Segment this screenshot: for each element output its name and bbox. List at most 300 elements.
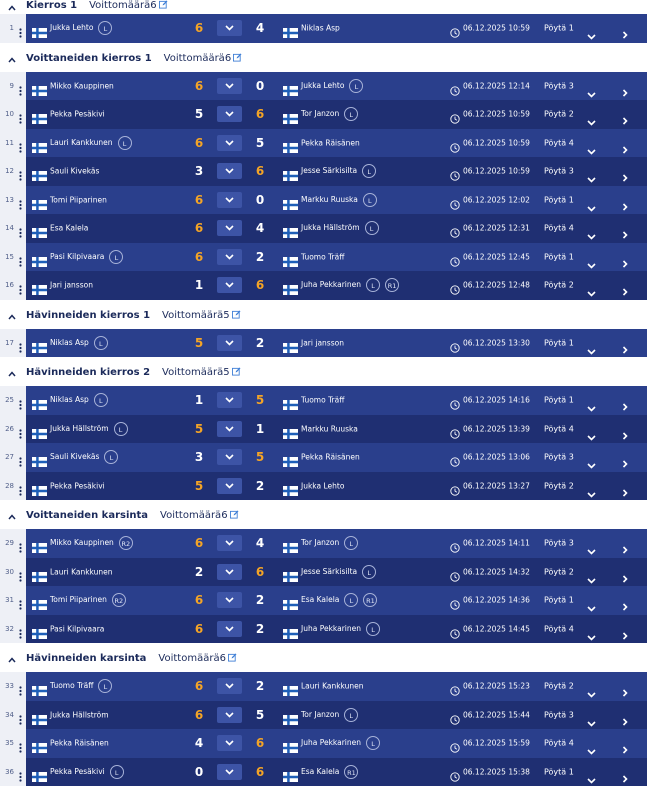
player2-name: Tuomo Träff: [301, 252, 345, 262]
table-select[interactable]: Pöytä 1: [544, 338, 574, 348]
finland-flag-icon: [283, 195, 298, 205]
player1[interactable]: [50, 110, 105, 119]
table-select[interactable]: Pöytä 3: [544, 166, 574, 176]
player-badge: L: [365, 221, 379, 235]
match-row[interactable]: [0, 186, 647, 215]
chevron-down-icon[interactable]: [587, 140, 596, 159]
match-time: 06.12.2025 12:45: [463, 252, 530, 262]
player2[interactable]: [301, 24, 340, 33]
player2-score: 2: [255, 478, 265, 493]
player1-name: Tomi Piiparinen: [50, 595, 107, 605]
player1[interactable]: [50, 136, 132, 150]
drag-handle-icon[interactable]: [19, 395, 22, 405]
player1[interactable]: [50, 21, 112, 35]
drag-handle-icon[interactable]: [19, 223, 22, 233]
match-number-cell: [0, 672, 26, 701]
chevron-down-icon[interactable]: [587, 282, 596, 301]
player1-name: Mikko Kauppinen: [50, 538, 114, 548]
chevron-up-icon[interactable]: [8, 512, 16, 520]
table-select[interactable]: Pöytä 1: [544, 23, 574, 33]
player1[interactable]: [50, 481, 105, 490]
player1-name: Pekka Räisänen: [50, 738, 109, 748]
finland-flag-icon: [32, 166, 47, 176]
clock-icon: [450, 424, 460, 434]
chevron-down-icon[interactable]: [587, 111, 596, 130]
player1[interactable]: [50, 679, 112, 693]
chevron-down-icon[interactable]: [587, 340, 596, 359]
player1[interactable]: [50, 167, 99, 176]
player2-name: Jari jansson: [301, 338, 344, 348]
player1-score: 6: [194, 221, 204, 236]
chevron-up-icon[interactable]: [8, 369, 16, 377]
match-number-cell: [0, 529, 26, 558]
player-badge: L: [98, 679, 112, 693]
drag-handle-icon[interactable]: [19, 681, 22, 691]
player1[interactable]: [50, 250, 123, 264]
drag-handle-icon[interactable]: [19, 567, 22, 577]
match-time: 06.12.2025 14:45: [463, 624, 530, 634]
player2[interactable]: [301, 765, 358, 779]
expand-match-button[interactable]: [217, 764, 242, 780]
chevron-right-icon[interactable]: [622, 739, 628, 758]
chevron-down-icon[interactable]: [587, 168, 596, 187]
player2[interactable]: [301, 79, 363, 93]
chevron-up-icon[interactable]: [8, 55, 16, 63]
match-number: 27: [5, 453, 14, 462]
table-select[interactable]: Pöytä 2: [544, 109, 574, 119]
chevron-down-icon[interactable]: [587, 597, 596, 616]
chevron-down-icon[interactable]: [587, 25, 596, 44]
table-select[interactable]: Pöytä 2: [544, 481, 574, 491]
player1-name: Mikko Kauppinen: [50, 81, 114, 91]
match-row[interactable]: [0, 758, 647, 787]
player1[interactable]: [50, 336, 108, 350]
chevron-down-icon[interactable]: [587, 712, 596, 731]
player2-name: Tor Janzon: [301, 709, 340, 719]
section-title: [26, 53, 242, 64]
expand-match-button[interactable]: [217, 421, 242, 437]
chevron-right-icon[interactable]: [622, 539, 628, 558]
expand-match-button[interactable]: [217, 735, 242, 751]
table-select[interactable]: Pöytä 3: [544, 538, 574, 548]
player1[interactable]: [50, 593, 126, 607]
match-number-cell: [0, 214, 26, 243]
player1-score: 0: [194, 764, 204, 779]
expand-match-button[interactable]: [217, 192, 242, 208]
section-header: [0, 357, 647, 386]
table-select[interactable]: Pöytä 4: [544, 138, 574, 148]
drag-handle-icon[interactable]: [19, 710, 22, 720]
player1-score: 6: [194, 593, 204, 608]
chevron-right-icon[interactable]: [622, 568, 628, 587]
edit-icon[interactable]: [232, 367, 241, 376]
expand-match-button[interactable]: [217, 163, 242, 179]
player2-score: 2: [255, 249, 265, 264]
player2-name: Esa Kalela: [301, 595, 340, 605]
chevron-right-icon[interactable]: [622, 224, 628, 243]
drag-handle-icon[interactable]: [19, 424, 22, 434]
drag-handle-icon[interactable]: [19, 252, 22, 262]
match-row[interactable]: [0, 529, 647, 558]
drag-handle-icon[interactable]: [19, 138, 22, 148]
player2[interactable]: [301, 252, 344, 261]
player2[interactable]: [301, 396, 344, 405]
chevron-right-icon[interactable]: [622, 167, 628, 186]
match-time: 06.12.2025 12:31: [463, 223, 530, 233]
player2-name: Jukka Lehto: [301, 481, 345, 491]
match-number: 11: [5, 138, 14, 147]
clock-icon: [450, 567, 460, 577]
table-select[interactable]: Pöytä 4: [544, 738, 574, 748]
drag-handle-icon[interactable]: [19, 195, 22, 205]
chevron-right-icon[interactable]: [622, 396, 628, 415]
expand-match-button[interactable]: [217, 678, 242, 694]
match-row[interactable]: [0, 329, 647, 358]
match-row[interactable]: [0, 472, 647, 501]
player1[interactable]: [50, 450, 118, 464]
finland-flag-icon: [32, 395, 47, 405]
chevron-right-icon[interactable]: [622, 711, 628, 730]
table-select[interactable]: Pöytä 4: [544, 624, 574, 634]
drag-handle-icon[interactable]: [19, 481, 22, 491]
player2-score: 0: [255, 192, 265, 207]
section-header: [0, 500, 647, 529]
player1-score: 5: [194, 478, 204, 493]
player1[interactable]: [50, 422, 128, 436]
player2-score: 2: [255, 335, 265, 350]
player1[interactable]: [50, 739, 109, 748]
drag-handle-icon[interactable]: [19, 767, 22, 777]
match-row[interactable]: [0, 386, 647, 415]
match-time: 06.12.2025 14:16: [463, 395, 530, 405]
match-row[interactable]: [0, 243, 647, 272]
match-time: 06.12.2025 12:02: [463, 195, 530, 205]
edit-icon[interactable]: [233, 53, 242, 62]
clock-icon: [450, 452, 460, 462]
player2[interactable]: [301, 278, 399, 292]
edit-icon[interactable]: [232, 310, 241, 319]
player-badge: L: [366, 622, 380, 636]
win-count-label: Voittomäärä6: [163, 52, 232, 64]
player1-name: Jukka Hällström: [50, 710, 109, 720]
clock-icon: [450, 81, 460, 91]
player-badge: L: [98, 21, 112, 35]
player1-name: Sauli Kivekäs: [50, 166, 100, 176]
match-row[interactable]: [0, 701, 647, 730]
player1[interactable]: [50, 393, 108, 407]
drag-handle-icon[interactable]: [19, 538, 22, 548]
drag-handle-icon[interactable]: [19, 166, 22, 176]
expand-match-button[interactable]: [217, 449, 242, 465]
section-title: [26, 0, 168, 11]
expand-match-button[interactable]: [217, 392, 242, 408]
match-time: 06.12.2025 14:36: [463, 595, 530, 605]
chevron-right-icon[interactable]: [622, 425, 628, 444]
chevron-down-icon[interactable]: [587, 626, 596, 645]
drag-handle-icon[interactable]: [19, 624, 22, 634]
table-select[interactable]: Pöytä 2: [544, 280, 574, 290]
table-select[interactable]: Pöytä 3: [544, 452, 574, 462]
chevron-down-icon[interactable]: [587, 197, 596, 216]
expand-match-button[interactable]: [217, 106, 242, 122]
player1-name: Pekka Pesäkivi: [50, 766, 105, 776]
finland-flag-icon: [283, 338, 298, 348]
player1-score: 6: [194, 679, 204, 694]
player2-score: 5: [255, 707, 265, 722]
expand-match-button[interactable]: [217, 20, 242, 36]
finland-flag-icon: [283, 81, 298, 91]
table-select[interactable]: Pöytä 2: [544, 681, 574, 691]
expand-match-button[interactable]: [217, 249, 242, 265]
chevron-up-icon[interactable]: [8, 312, 16, 320]
expand-match-button[interactable]: [217, 707, 242, 723]
finland-flag-icon: [283, 681, 298, 691]
chevron-right-icon[interactable]: [622, 453, 628, 472]
player2-name: Markku Ruuska: [301, 194, 358, 204]
match-row[interactable]: [0, 558, 647, 587]
player2[interactable]: [301, 736, 380, 750]
table-select[interactable]: Pöytä 2: [544, 567, 574, 577]
drag-handle-icon[interactable]: [19, 595, 22, 605]
match-number: 36: [5, 767, 14, 776]
match-number-cell: [0, 472, 26, 501]
chevron-right-icon[interactable]: [622, 281, 628, 300]
expand-match-button[interactable]: [217, 335, 242, 351]
table-select[interactable]: Pöytä 1: [544, 252, 574, 262]
match-number-cell: [0, 186, 26, 215]
chevron-down-icon[interactable]: [587, 569, 596, 588]
drag-handle-icon[interactable]: [19, 738, 22, 748]
win-count-label: Voittomäärä5: [162, 367, 230, 378]
chevron-down-icon[interactable]: [587, 540, 596, 559]
expand-match-button[interactable]: [217, 478, 242, 494]
chevron-right-icon[interactable]: [622, 82, 628, 101]
player1[interactable]: [50, 195, 107, 204]
expand-match-button[interactable]: [217, 220, 242, 236]
match-number-cell: [0, 271, 26, 300]
expand-match-button[interactable]: [217, 564, 242, 580]
drag-handle-icon[interactable]: [19, 23, 22, 33]
table-select[interactable]: Pöytä 1: [544, 595, 574, 605]
finland-flag-icon: [32, 738, 47, 748]
player2-name: Tor Janzon: [301, 538, 340, 548]
player1-score: 6: [194, 536, 204, 551]
finland-flag-icon: [283, 538, 298, 548]
chevron-down-icon[interactable]: [587, 225, 596, 244]
edit-icon[interactable]: [159, 0, 168, 9]
match-number-cell: [0, 157, 26, 186]
player2-name: Esa Kalela: [301, 766, 340, 776]
match-number-cell: [0, 100, 26, 129]
match-number: 28: [5, 481, 14, 490]
match-row[interactable]: [0, 214, 647, 243]
player1[interactable]: [50, 224, 88, 233]
table-select[interactable]: Pöytä 3: [544, 81, 574, 91]
table-select[interactable]: Pöytä 4: [544, 424, 574, 434]
match-number: 1: [9, 24, 14, 33]
player1-name: Jukka Hällström: [50, 423, 109, 433]
player2[interactable]: [301, 164, 376, 178]
chevron-down-icon[interactable]: [587, 254, 596, 273]
chevron-down-icon[interactable]: [587, 426, 596, 445]
expand-match-button[interactable]: [217, 621, 242, 637]
player1[interactable]: [50, 765, 124, 779]
player2-score: 6: [255, 764, 265, 779]
player2-score: 2: [255, 679, 265, 694]
match-row[interactable]: [0, 729, 647, 758]
chevron-down-icon[interactable]: [587, 769, 596, 788]
finland-flag-icon: [283, 109, 298, 119]
match-number: 31: [5, 596, 14, 605]
drag-handle-icon[interactable]: [19, 109, 22, 119]
player2[interactable]: [301, 138, 360, 147]
finland-flag-icon: [32, 624, 47, 634]
player-badge: R1: [344, 765, 358, 779]
player2-name: Juha Pekkarinen: [301, 738, 362, 748]
drag-handle-icon[interactable]: [19, 452, 22, 462]
edit-icon[interactable]: [230, 510, 239, 519]
match-number: 29: [5, 539, 14, 548]
player2[interactable]: [301, 682, 364, 691]
match-number: 15: [5, 252, 14, 261]
match-time: 06.12.2025 13:30: [463, 338, 530, 348]
chevron-down-icon[interactable]: [587, 454, 596, 473]
player2-score: 2: [255, 621, 265, 636]
player1[interactable]: [50, 710, 109, 719]
player-badge: L: [349, 79, 363, 93]
chevron-right-icon[interactable]: [622, 253, 628, 272]
chevron-right-icon[interactable]: [622, 768, 628, 787]
finland-flag-icon: [32, 767, 47, 777]
match-row[interactable]: [0, 615, 647, 644]
player-badge: L: [366, 278, 380, 292]
match-row[interactable]: [0, 129, 647, 158]
match-row[interactable]: [0, 100, 647, 129]
player1-name: Pasi Kilpivaara: [50, 624, 105, 634]
player2[interactable]: [301, 536, 358, 550]
player2-name: Juha Pekkarinen: [301, 623, 362, 633]
player2-score: 6: [255, 736, 265, 751]
chevron-down-icon[interactable]: [587, 397, 596, 416]
expand-match-button[interactable]: [217, 277, 242, 293]
match-number-cell: [0, 129, 26, 158]
table-select[interactable]: Pöytä 1: [544, 767, 574, 777]
match-row[interactable]: [0, 72, 647, 101]
match-row[interactable]: [0, 672, 647, 701]
chevron-right-icon[interactable]: [622, 682, 628, 701]
chevron-down-icon[interactable]: [587, 483, 596, 502]
match-row[interactable]: [0, 443, 647, 472]
match-time: 06.12.2025 12:48: [463, 280, 530, 290]
match-number: 14: [5, 224, 14, 233]
chevron-right-icon[interactable]: [622, 596, 628, 615]
chevron-right-icon[interactable]: [622, 625, 628, 644]
chevron-right-icon[interactable]: [622, 24, 628, 43]
table-select[interactable]: Pöytä 3: [544, 710, 574, 720]
player1-name: Tuomo Träff: [50, 681, 94, 691]
player1-name: Jukka Lehto: [50, 23, 94, 33]
player1-score: 5: [194, 335, 204, 350]
finland-flag-icon: [32, 452, 47, 462]
player2[interactable]: [301, 221, 379, 235]
section-title-text: Hävinneiden karsinta: [26, 653, 147, 664]
chevron-right-icon[interactable]: [622, 110, 628, 129]
player2[interactable]: [301, 453, 360, 462]
win-count-label: Voittomäärä6: [160, 510, 228, 521]
chevron-up-icon[interactable]: [8, 3, 16, 11]
chevron-right-icon[interactable]: [622, 139, 628, 158]
expand-match-button[interactable]: [217, 535, 242, 551]
player2-score: 1: [255, 421, 265, 436]
chevron-down-icon[interactable]: [587, 683, 596, 702]
chevron-up-icon[interactable]: [8, 655, 16, 663]
player1[interactable]: [50, 567, 113, 576]
player2[interactable]: [301, 193, 377, 207]
drag-handle-icon[interactable]: [19, 338, 22, 348]
win-count-label: Voittomäärä6: [89, 0, 157, 11]
expand-match-button[interactable]: [217, 135, 242, 151]
match-number-cell: [0, 329, 26, 358]
player-badge: L: [362, 164, 376, 178]
chevron-down-icon[interactable]: [587, 740, 596, 759]
table-select[interactable]: Pöytä 4: [544, 223, 574, 233]
section-header: [0, 300, 647, 329]
finland-flag-icon: [283, 23, 298, 33]
player1[interactable]: [50, 624, 104, 633]
player2-name: Jesse Särkisilta: [301, 166, 358, 176]
expand-match-button[interactable]: [217, 78, 242, 94]
player2[interactable]: [301, 708, 358, 722]
match-row[interactable]: [0, 415, 647, 444]
player2[interactable]: [301, 424, 358, 433]
chevron-down-icon[interactable]: [587, 83, 596, 102]
chevron-right-icon[interactable]: [622, 196, 628, 215]
player1-score: 5: [194, 421, 204, 436]
clock-icon: [450, 738, 460, 748]
player2-name: Markku Ruuska: [301, 424, 358, 434]
player1-score: 6: [194, 249, 204, 264]
match-row[interactable]: [0, 586, 647, 615]
player2[interactable]: [301, 107, 358, 121]
player-badge: L: [109, 250, 123, 264]
player2[interactable]: [301, 622, 380, 636]
player1[interactable]: [50, 536, 133, 550]
match-row[interactable]: [0, 271, 647, 300]
player1[interactable]: [50, 281, 93, 290]
match-row[interactable]: [0, 14, 647, 43]
expand-match-button[interactable]: [217, 592, 242, 608]
edit-icon[interactable]: [228, 653, 237, 662]
player1-score: 3: [194, 450, 204, 465]
player2[interactable]: [301, 593, 377, 607]
drag-handle-icon[interactable]: [19, 81, 22, 91]
player1-name: Lauri Kankkunen: [50, 567, 113, 577]
player2[interactable]: [301, 565, 376, 579]
clock-icon: [450, 681, 460, 691]
finland-flag-icon: [283, 138, 298, 148]
table-select[interactable]: Pöytä 1: [544, 195, 574, 205]
player2[interactable]: [301, 338, 344, 347]
player2[interactable]: [301, 481, 344, 490]
table-select[interactable]: Pöytä 1: [544, 395, 574, 405]
finland-flag-icon: [283, 452, 298, 462]
player2-score: 6: [255, 278, 265, 293]
chevron-right-icon[interactable]: [622, 339, 628, 358]
player1[interactable]: [50, 81, 114, 90]
drag-handle-icon[interactable]: [19, 280, 22, 290]
match-row[interactable]: [0, 157, 647, 186]
chevron-right-icon[interactable]: [622, 482, 628, 501]
